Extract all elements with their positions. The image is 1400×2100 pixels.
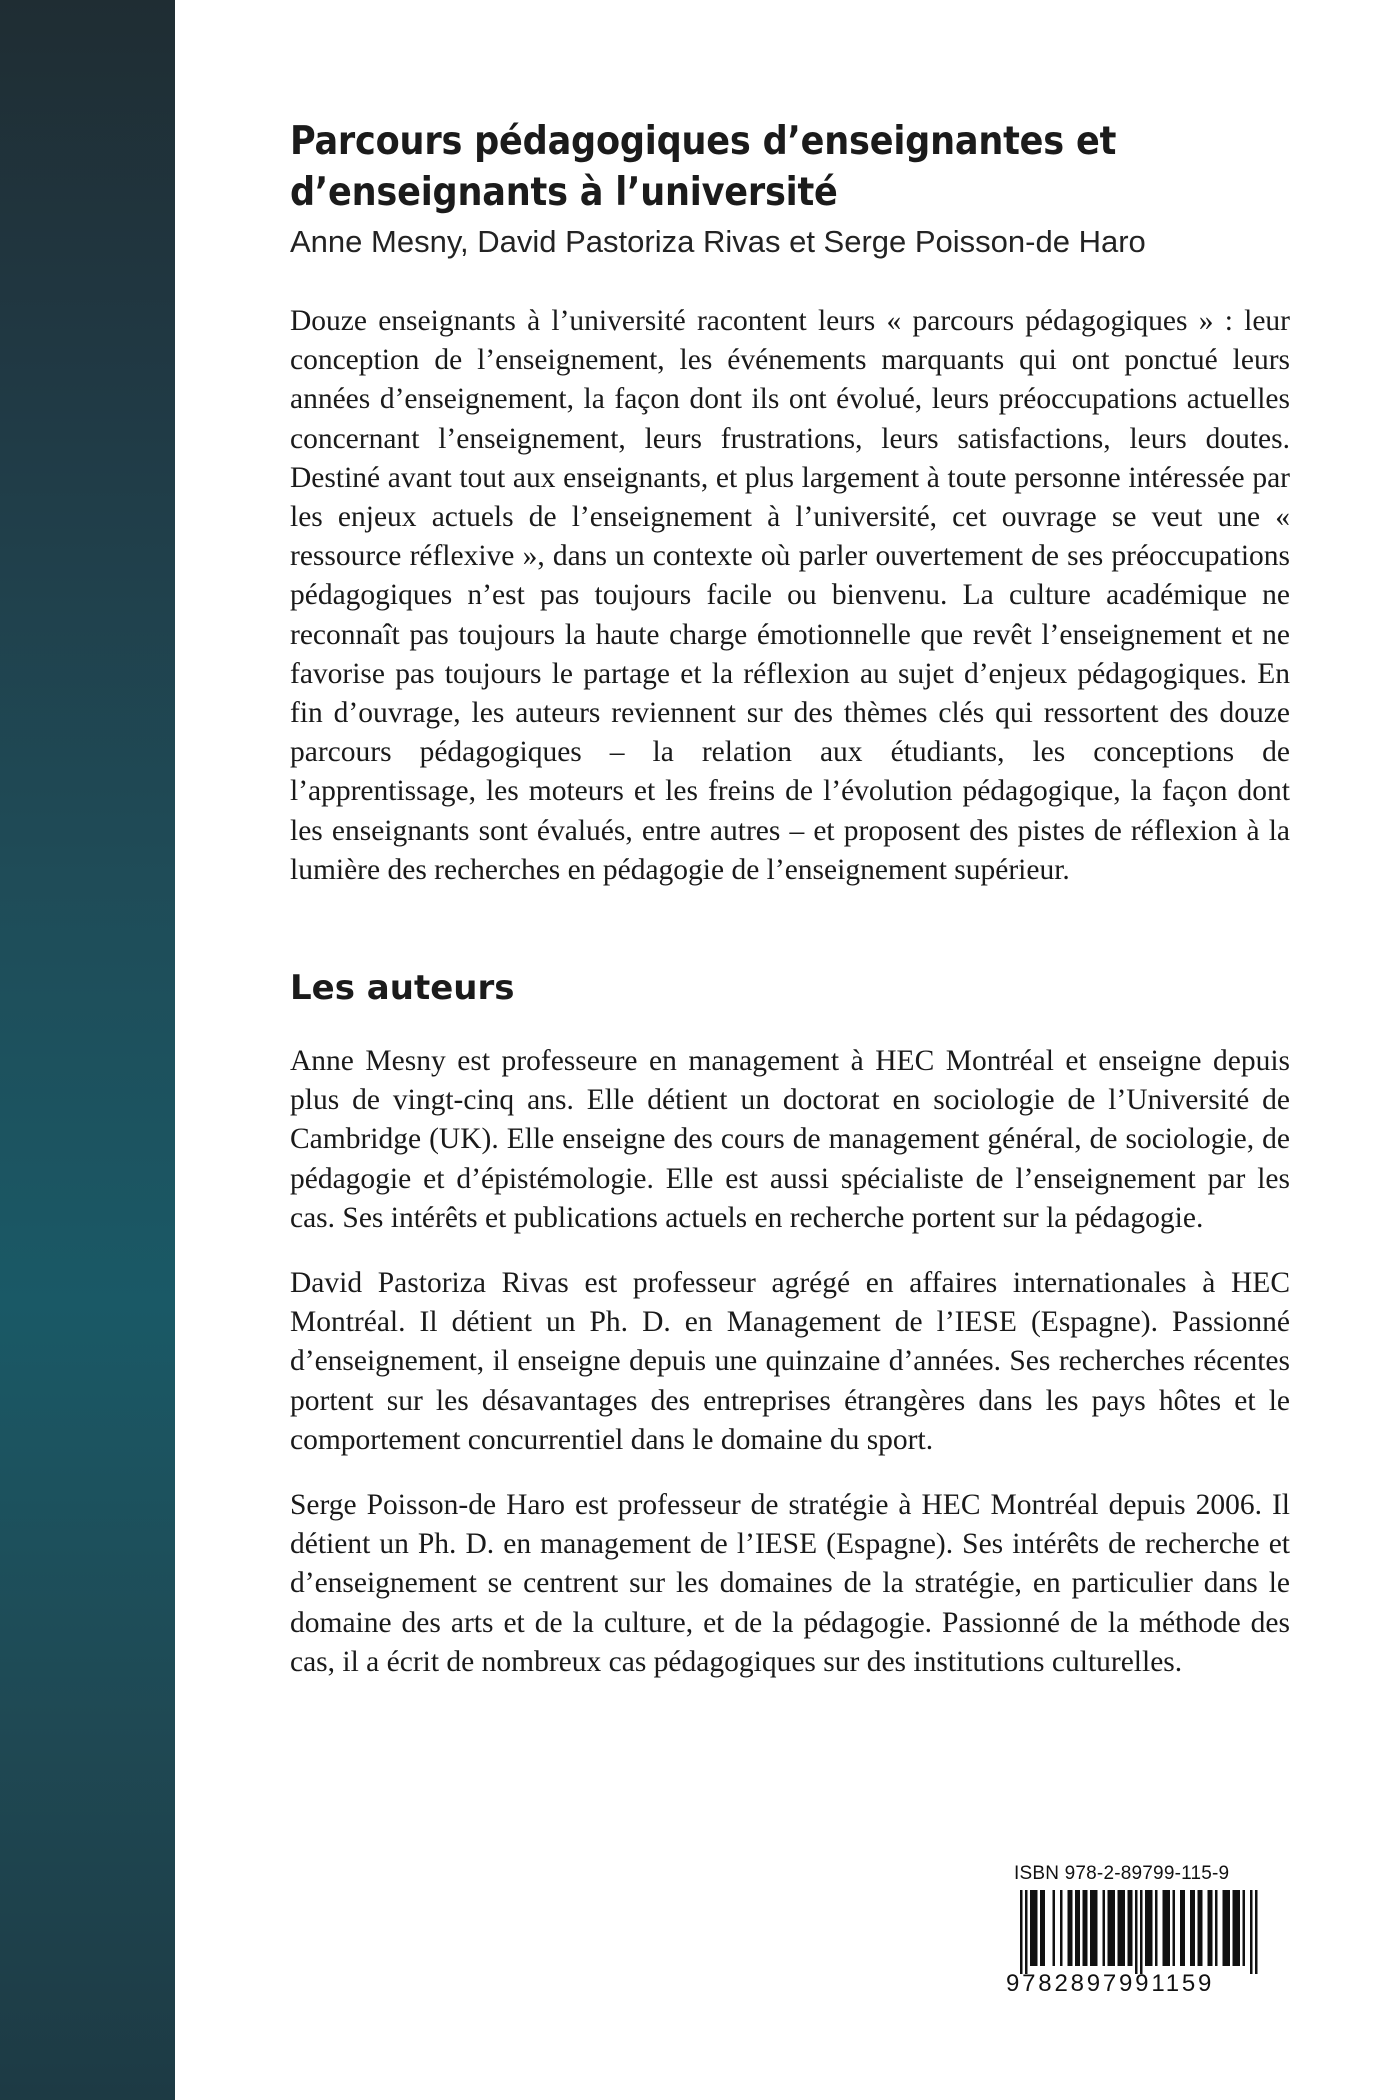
barcode-bar: [1085, 1890, 1088, 1966]
barcode-bar: [1233, 1890, 1236, 1966]
barcode-bar: [1025, 1890, 1028, 1974]
book-authors: Anne Mesny, David Pastoriza Rivas et Serge Poisson-de Haro: [290, 224, 1146, 259]
barcode-bar: [1068, 1890, 1071, 1966]
barcode-bar: [1150, 1890, 1153, 1966]
isbn-barcode: [1006, 1862, 1274, 1998]
barcode-bar: [1235, 1890, 1238, 1966]
barcode-bar: [1198, 1890, 1201, 1966]
barcode-bar: [1090, 1890, 1093, 1966]
back-cover-content: [290, 116, 1290, 1682]
barcode-bar: [1020, 1890, 1023, 1974]
barcode-bar: [1163, 1890, 1166, 1966]
barcode-bar: [1123, 1890, 1126, 1966]
barcode-bar: [1095, 1890, 1098, 1966]
barcode-bar: [1165, 1890, 1168, 1966]
barcode-bar: [1238, 1890, 1241, 1966]
barcode-bar: [1108, 1890, 1111, 1966]
isbn-label: ISBN 978-2-89799-115-9: [1014, 1863, 1230, 1884]
barcode-bar: [1173, 1890, 1176, 1966]
barcode-bar: [1183, 1890, 1186, 1966]
barcode-bars: [1006, 1890, 1274, 1974]
book-title: Parcours pédagogiques d’enseignantes et d’enseignants à l’université: [290, 119, 1117, 215]
barcode-bar: [1145, 1890, 1148, 1966]
barcode-bar: [1110, 1890, 1113, 1966]
barcode-bar: [1030, 1890, 1033, 1966]
barcode-bar: [1053, 1890, 1056, 1966]
barcode-bar: [1210, 1890, 1213, 1966]
barcode-digits: 9782897991159: [1006, 1970, 1215, 1997]
author-bio-david-pastoriza-rivas: David Pastoriza Rivas est professeur agrégé en affaires internationales à HEC Montréal. Il détient un Ph. D. en Management de l’IESE (Espagne). Passionné d’enseignement, il enseigne depuis une quinzaine d’années. Ses recherches récentes portent sur les désavantages des entreprises étrangères dans les pays hôtes et le comportement concurrentiel dans le domaine du sport.: [290, 1267, 1290, 1456]
barcode-bar: [1250, 1890, 1253, 1974]
barcode-bar: [1190, 1890, 1193, 1966]
barcode-bar: [1208, 1890, 1211, 1966]
barcode-bar: [1130, 1890, 1133, 1966]
barcode-bar: [1113, 1890, 1116, 1966]
barcode-bar: [1070, 1890, 1073, 1966]
book-summary: Douze enseignants à l’université racontent leurs « parcours pédagogiques » : leur conception de l’enseignement, les événements marquants qui ont ponctué leurs années d’enseignement, la façon dont ils ont évolué, leurs préoccupations actuelles concernant l’enseignement, leurs frustrations, leurs satisfactions, leurs doutes. Destiné avant tout aux enseignants, et plus largement à toute personne intéressée par les enjeux actuels de l’enseignement à l’université, cet ouvrage se veut une « ressource réflexive », dans un contexte où parler ouvertement de ses préoccupations pédagogiques n’est pas toujours facile ou bienvenu. La culture académique ne reconnaît pas toujours la haute charge émotionnelle que revêt l’enseignement et ne favorise pas toujours le partage et la réflexion au sujet d’enjeux pédagogiques. En fin d’ouvrage, les auteurs reviennent sur des thèmes clés qui ressortent des douze parcours pédagogiques – la relation aux étudiants, les conceptions de l’apprentissage, les moteurs et les freins de l’évolution pédagogique, la façon dont les enseignants sont évalués, entre autres – et proposent des pistes de réflexion à la lumière des recherches en pédagogie de l’enseignement supérieur.: [290, 305, 1290, 886]
barcode-bar: [1180, 1890, 1183, 1966]
barcode-bar: [1040, 1890, 1043, 1966]
authors-heading: Les auteurs: [290, 968, 515, 1009]
barcode-bar: [1093, 1890, 1096, 1966]
cover-spine-band: [0, 0, 175, 2100]
barcode-bar: [1033, 1890, 1036, 1966]
barcode-bar: [1118, 1890, 1121, 1966]
author-bio-serge-poisson-de-haro: Serge Poisson-de Haro est professeur de stratégie à HEC Montréal depuis 2006. Il détient un Ph. D. en management de l’IESE (Espagne). Ses intérêts de recherche et d’enseignement se centrent sur les domaines de la stratégie, en particulier dans le domaine des arts et de la culture, et de la pédagogie. Passionné de la méthode des cas, il a écrit de nombreux cas pédagogiques sur des institutions culturelles.: [290, 1489, 1290, 1678]
barcode-bar: [1215, 1890, 1218, 1966]
barcode-bar: [1043, 1890, 1046, 1966]
barcode-bar: [1193, 1890, 1196, 1966]
barcode-bar: [1223, 1890, 1226, 1966]
barcode-bar: [1103, 1890, 1106, 1966]
barcode-bar: [1035, 1890, 1038, 1966]
barcode-bar: [1228, 1890, 1231, 1966]
barcode-bar: [1060, 1890, 1063, 1966]
barcode-bar: [1168, 1890, 1171, 1966]
author-bio-anne-mesny: Anne Mesny est professeure en management à HEC Montréal et enseigne depuis plus de vingt-cinq ans. Elle détient un doctorat en sociologie de l’Université de Cambridge (UK). Elle enseigne des cours de management général, de sociologie, de pédagogie et d’épistémologie. Elle est aussi spécialiste de l’enseignement par les cas. Ses intérêts et publications actuels en recherche portent sur la pédagogie.: [290, 1045, 1290, 1234]
barcode-bar: [1128, 1890, 1131, 1966]
barcode-bar: [1243, 1890, 1246, 1966]
barcode-bar: [1075, 1890, 1078, 1966]
barcode-bar: [1083, 1890, 1086, 1966]
barcode-bar: [1200, 1890, 1203, 1966]
barcode-bar: [1078, 1890, 1081, 1966]
barcode-bar: [1148, 1890, 1151, 1966]
barcode-bar: [1155, 1890, 1158, 1966]
barcode-bar: [1135, 1890, 1138, 1974]
barcode-bar: [1120, 1890, 1123, 1966]
barcode-bar: [1225, 1890, 1228, 1966]
barcode-bar: [1140, 1890, 1143, 1974]
barcode-bar: [1255, 1890, 1258, 1974]
